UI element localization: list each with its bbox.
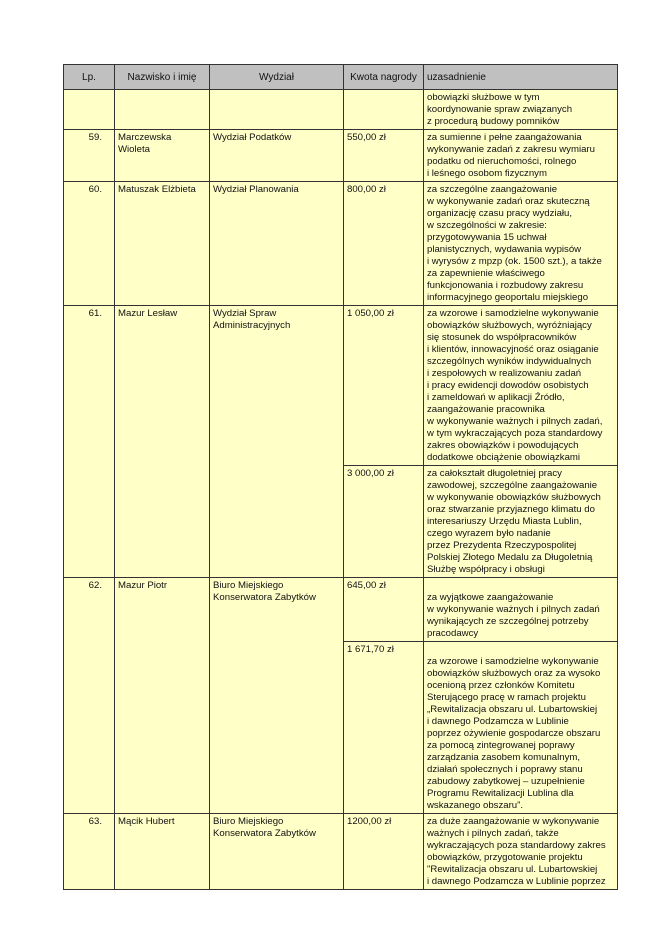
lp-cell: 61.	[64, 306, 115, 578]
amount-cell: 1200,00 zł	[344, 814, 424, 890]
header-name: Nazwisko i imię	[115, 65, 210, 90]
text-line: za pomocą zintegrowanej poprawy	[427, 740, 575, 751]
lp-cell: 59.	[64, 130, 115, 182]
text-line: Mazur Lesław	[118, 308, 178, 319]
text-line: i pracy ewidencji dowodów osobistych	[427, 380, 589, 391]
department-cell	[210, 130, 344, 182]
text-line: za wzorowe i samodzielne wykonywanie	[427, 308, 599, 319]
department-cell	[210, 306, 344, 578]
text-line: za wyjątkowe zaangażowanie	[427, 592, 554, 603]
lp-cell: 62.	[64, 578, 115, 814]
text-line: za całokształt długoletniej pracy	[427, 468, 562, 479]
text-line: Programu Rewitalizacji Lublina dla	[427, 788, 574, 799]
text-line: Konserwatora Zabytków	[213, 592, 316, 603]
text-line: za sumienne i pełne zaangażowania	[427, 132, 582, 143]
justification-cell	[424, 306, 618, 466]
text-line: ważnych i pilnych zadań, także	[427, 828, 559, 839]
text-line: obowiązków, przygotowanie projektu	[427, 852, 583, 863]
name-cell	[115, 90, 210, 130]
text-line: koordynowanie spraw związanych	[427, 104, 573, 115]
text-line: w wykonywanie ważnych i pilnych zadań	[427, 604, 600, 615]
text-line: Polskiej Złotego Medalu za Długoletnią	[427, 552, 593, 563]
department-cell	[210, 182, 344, 306]
text-line: Wydział Planowania	[213, 184, 299, 195]
text-line: i wyrysów z mpzp (ok. 1500 szt.), a także	[427, 256, 602, 267]
lp-cell	[64, 90, 115, 130]
text-line: i zespołowych w realizowaniu zadań	[427, 368, 582, 379]
text-line: w wykonywanie zadań oraz skuteczną	[427, 196, 590, 207]
amount-cell	[344, 90, 424, 130]
table-header	[64, 65, 618, 90]
text-line: i dawnego Podzamcza w Lublinie	[427, 716, 569, 727]
text-line: szczególnych wyników indywidualnych	[427, 356, 592, 367]
text-line: Mącik Hubert	[118, 816, 175, 827]
amount-cell: 1 050,00 zł	[344, 306, 424, 466]
table-row	[64, 578, 618, 642]
amount-cell: 550,00 zł	[344, 130, 424, 182]
lp-cell: 63.	[64, 814, 115, 890]
text-line: za wzorowe i samodzielne wykonywanie	[427, 656, 599, 667]
department-cell	[210, 814, 344, 890]
text-line: Konserwatora Zabytków	[213, 828, 316, 839]
justification-cell	[424, 466, 618, 578]
text-line: za szczególne zaangażowanie	[427, 184, 558, 195]
text-line: Wydział Podatków	[213, 132, 292, 143]
text-line: wykraczających poza standardowy zakres	[427, 840, 606, 851]
text-line: przez Prezydenta Rzeczypospolitej	[427, 540, 577, 551]
justification-cell	[424, 814, 618, 890]
text-line: z procedurą budowy pomników	[427, 116, 560, 127]
justification-cell	[424, 642, 618, 814]
text-line: oraz stwarzanie przyjaznego klimatu do	[427, 504, 595, 515]
text-line: ocenioną przez członków Komitetu	[427, 680, 575, 691]
justification-cell	[424, 578, 618, 642]
text-line: obowiązków służbowych oraz za wysoko	[427, 668, 601, 679]
text-line: Biuro Miejskiego	[213, 816, 284, 827]
text-line: interesariuszy Urzędu Miasta Lublin,	[427, 516, 582, 527]
text-line: Sterującego pracę w ramach projektu	[427, 692, 586, 703]
text-line: zawodowej, szczególne zaangażowanie	[427, 480, 598, 491]
amount-cell: 800,00 zł	[344, 182, 424, 306]
text-line: za duże zaangażowanie w wykonywanie	[427, 816, 600, 827]
name-cell	[115, 130, 210, 182]
awards-table	[63, 64, 618, 890]
name-cell	[115, 814, 210, 890]
lp-cell: 60.	[64, 182, 115, 306]
table-row	[64, 130, 618, 182]
text-line: i leśnego osobom fizycznym	[427, 168, 547, 179]
text-line: podatku od nieruchomości, rolnego	[427, 156, 577, 167]
text-line: wykonywanie zadań z zakresu wymiaru	[427, 144, 595, 155]
header-amount: Kwota nagrody	[344, 65, 424, 90]
text-line: zaangażowanie pracownika	[427, 404, 545, 415]
text-line: wskazanego obszaru”.	[427, 800, 523, 811]
text-line: "Rewitalizacja obszaru ul. Lubartowskiej	[427, 864, 598, 875]
text-line: „Rewitalizacja obszaru ul. Lubartowskiej	[427, 704, 598, 715]
text-line: i zameldowań w aplikacji Źródło,	[427, 392, 565, 403]
text-line: za zapewnienie właściwego	[427, 268, 545, 279]
table-row	[64, 814, 618, 890]
amount-cell: 1 671,70 zł	[344, 642, 424, 814]
name-cell	[115, 578, 210, 814]
table-row	[64, 182, 618, 306]
department-cell	[210, 578, 344, 814]
text-line: obowiązków służbowych, wyróżniający	[427, 320, 592, 331]
header-lp: Lp.	[64, 65, 115, 90]
name-cell	[115, 306, 210, 578]
text-line: działań społecznych i poprawy stanu	[427, 764, 583, 775]
table-row	[64, 90, 618, 130]
amount-cell: 645,00 zł	[344, 578, 424, 642]
table-row	[64, 306, 618, 466]
text-line: organizację czasu pracy wydziału,	[427, 208, 573, 219]
text-line: Marczewska	[118, 132, 172, 143]
text-line: Biuro Miejskiego	[213, 580, 284, 591]
header-department: Wydział	[210, 65, 344, 90]
text-line: i dawnego Podzamcza w Lublinie poprzez	[427, 876, 606, 887]
justification-cell	[424, 182, 618, 306]
text-line: wynikających ze szczególnej potrzeby	[427, 616, 589, 627]
amount-cell: 3 000,00 zł	[344, 466, 424, 578]
text-line: Wioleta	[118, 144, 150, 155]
text-line: się stosunek do współpracowników	[427, 332, 577, 343]
text-line: funkcjonowania i rozbudowy zakresu	[427, 280, 584, 291]
text-line: planistycznych, wydawania wypisów	[427, 244, 582, 255]
text-line: zarządzania zasobem komunalnym,	[427, 752, 581, 763]
justification-cell	[424, 130, 618, 182]
text-line: zakres obowiązków i powodujących	[427, 440, 579, 451]
text-line: Służbę współpracy i obsługi	[427, 564, 545, 575]
text-line: w szczególności w zakresie:	[427, 220, 547, 231]
justification-cell	[424, 90, 618, 130]
text-line: w wykonywanie ważnych i pilnych zadań,	[427, 416, 603, 427]
text-line: obowiązki służbowe w tym	[427, 92, 540, 103]
text-line: Matuszak Elżbieta	[118, 184, 196, 195]
text-line: i klientów, innowacyjność oraz osiąganie	[427, 344, 599, 355]
department-cell	[210, 90, 344, 130]
text-line: Wydział Spraw	[213, 308, 277, 319]
text-line: w tym wykraczających poza standardowy	[427, 428, 603, 439]
text-line: przygotowywania 15 uchwał	[427, 232, 547, 243]
text-line: pracodawcy	[427, 628, 479, 639]
text-line: czego wyrazem było nadanie	[427, 528, 551, 539]
text-line: w wykonywanie obowiązków służbowych	[427, 492, 601, 503]
text-line: poprzez ożywienie gospodarcze obszaru	[427, 728, 601, 739]
text-line: zabudowy zabytkowej – uzupełnienie	[427, 776, 585, 787]
header-justification: uzasadnienie	[424, 65, 618, 90]
text-line: dodatkowe obciążenie obowiązkami	[427, 452, 581, 463]
text-line: Mazur Piotr	[118, 580, 168, 591]
text-line: informacyjnego geoportalu miejskiego	[427, 292, 589, 303]
text-line: Administracyjnych	[213, 320, 291, 331]
name-cell	[115, 182, 210, 306]
